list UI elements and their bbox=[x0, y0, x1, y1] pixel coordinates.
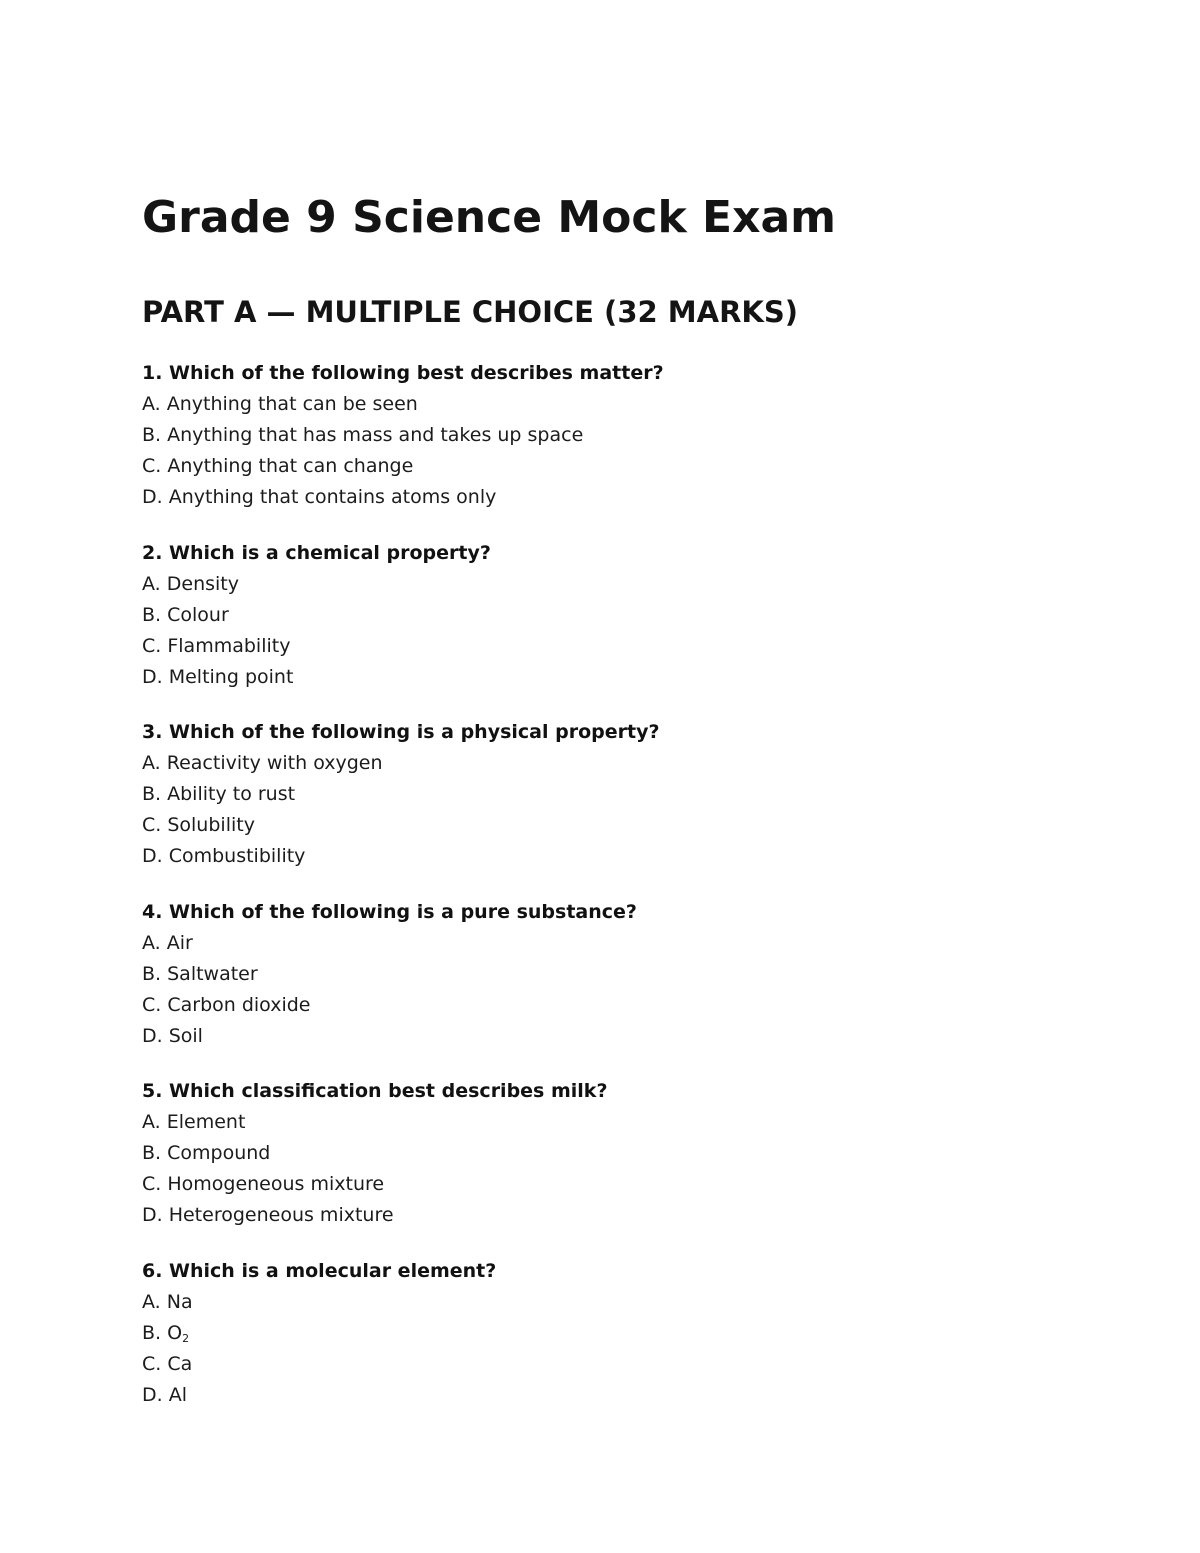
option-c: C. Carbon dioxide bbox=[142, 993, 311, 1016]
option-a: A. Density bbox=[142, 572, 239, 595]
option-c: C. Anything that can change bbox=[142, 455, 414, 477]
question-text: 4. Which of the following is a pure substance? bbox=[142, 900, 637, 923]
option-b: B. Colour bbox=[142, 603, 229, 626]
option-a: A. Na bbox=[142, 1290, 193, 1313]
option-b: B. Anything that has mass and takes up space bbox=[142, 424, 584, 446]
option-d: D. Melting point bbox=[142, 665, 294, 688]
option-b-text: B. O bbox=[142, 1321, 183, 1344]
question-text: 3. Which of the following is a physical property? bbox=[142, 721, 660, 743]
question-text: 5. Which classification best describes milk? bbox=[142, 1080, 608, 1102]
option-d: D. Soil bbox=[142, 1024, 203, 1047]
option-a: A. Air bbox=[142, 931, 193, 954]
question-4 bbox=[142, 897, 1042, 1052]
question-5 bbox=[142, 1076, 1042, 1231]
option-c: C. Homogeneous mixture bbox=[142, 1173, 385, 1195]
question-1 bbox=[142, 358, 1042, 513]
subscript: 2 bbox=[182, 1331, 190, 1345]
option-b: B. Ability to rust bbox=[142, 783, 296, 805]
option-d: D. Combustibility bbox=[142, 845, 306, 867]
question-6 bbox=[142, 1256, 1042, 1411]
option-c: C. Ca bbox=[142, 1352, 193, 1375]
option-a: A. Element bbox=[142, 1111, 246, 1133]
question-3 bbox=[142, 717, 1042, 872]
page-title: Grade 9 Science Mock Exam bbox=[142, 192, 837, 243]
question-list bbox=[142, 358, 1042, 1435]
option-c: C. Flammability bbox=[142, 634, 291, 657]
option-c: C. Solubility bbox=[142, 814, 255, 836]
option-d: D. Al bbox=[142, 1383, 187, 1406]
question-text: 1. Which of the following best describes matter? bbox=[142, 362, 664, 384]
option-a: A. Anything that can be seen bbox=[142, 393, 418, 415]
option-b: B. Compound bbox=[142, 1142, 271, 1164]
question-text: 2. Which is a chemical property? bbox=[142, 541, 491, 564]
section-heading: PART A — MULTIPLE CHOICE (32 MARKS) bbox=[142, 295, 799, 329]
option-b bbox=[142, 1318, 1042, 1349]
option-d: D. Anything that contains atoms only bbox=[142, 486, 497, 508]
option-a: A. Reactivity with oxygen bbox=[142, 752, 383, 774]
question-text: 6. Which is a molecular element? bbox=[142, 1259, 497, 1282]
option-d: D. Heterogeneous mixture bbox=[142, 1204, 394, 1226]
question-2 bbox=[142, 538, 1042, 693]
option-b: B. Saltwater bbox=[142, 962, 258, 985]
